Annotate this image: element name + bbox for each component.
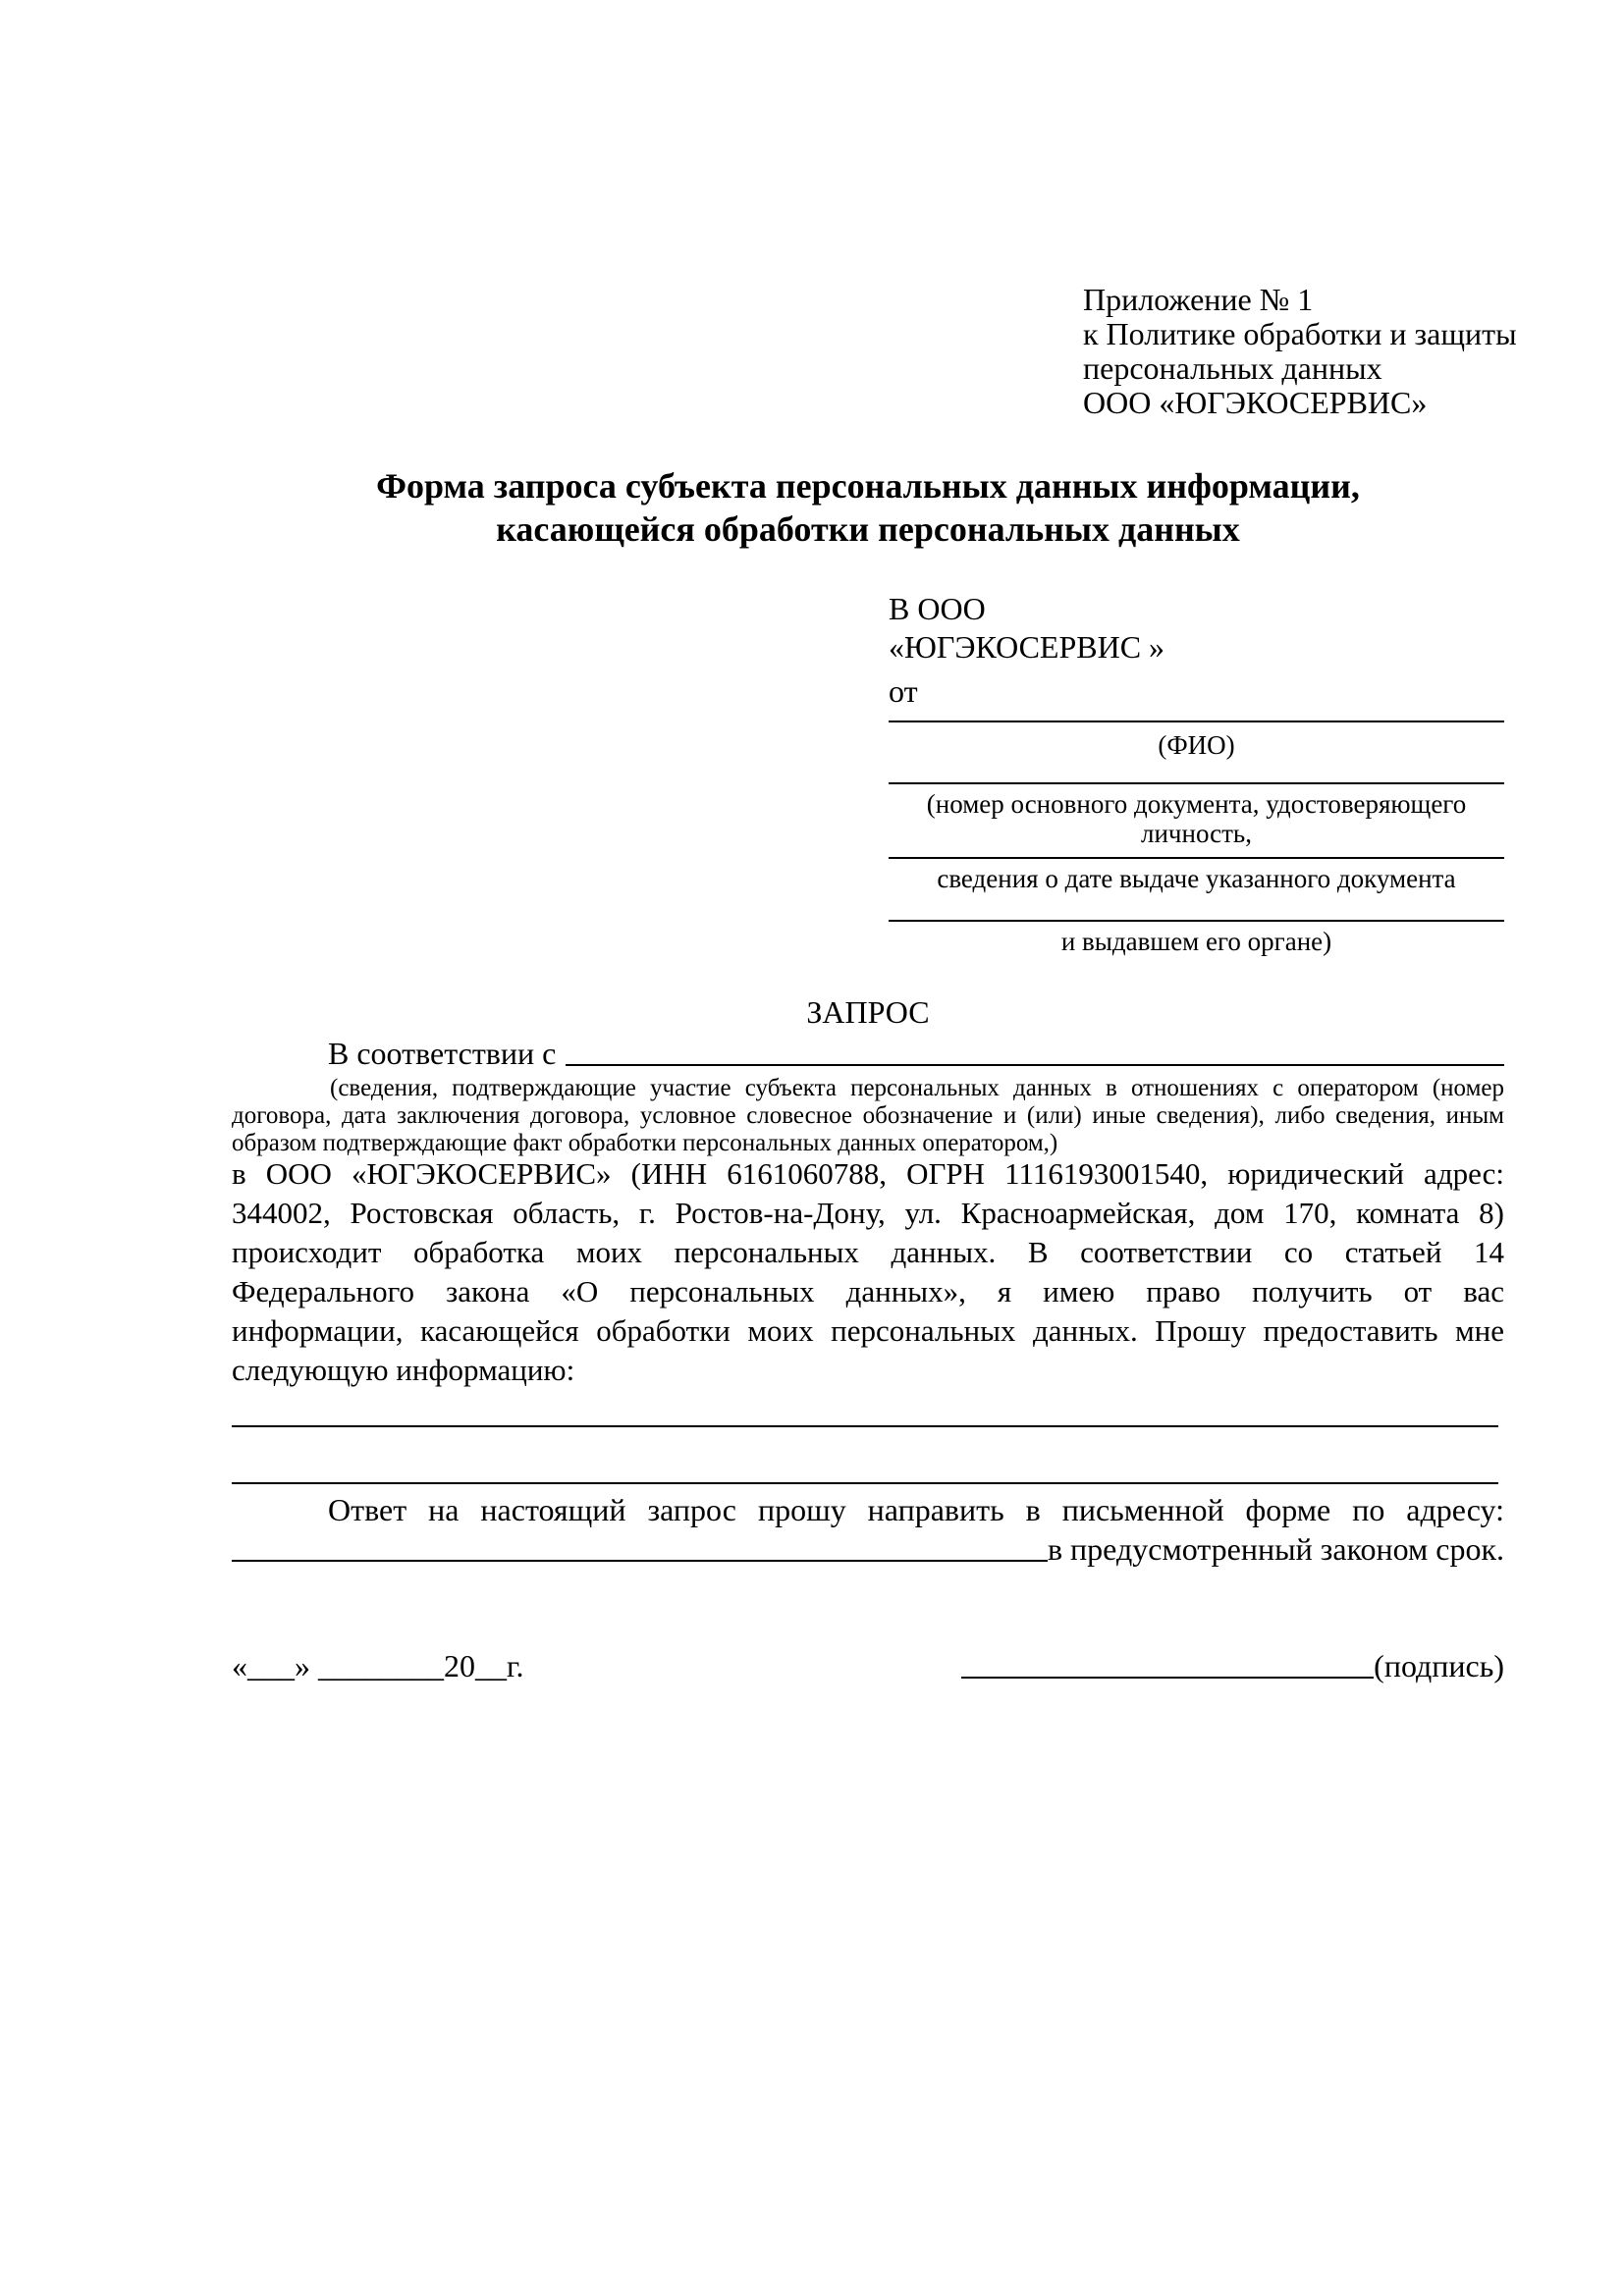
address-blank-line <box>232 1529 1048 1562</box>
addressee-from-label: от <box>889 673 918 709</box>
signature-blank-line <box>961 1646 1374 1679</box>
issue-date-blank-line <box>889 857 1504 859</box>
addressee-block <box>889 590 1504 963</box>
date-blank: «___» ________20__г. <box>232 1648 524 1683</box>
main-paragraph-line: 344002, Ростовская область, г. Ростов-на-Дону, ул. Красноармейская, дом 170, комната 8) <box>232 1196 1504 1230</box>
fio-caption: (ФИО) <box>1158 730 1235 760</box>
fine-print-caption: (сведения, подтверждающие участие субъекта персональных данных в отношениях с оператором (номер договора, дата заключения договора, условное словесное обозначение и (или) иные сведения), либо сведения, иным образом подтверждающие факт обработки персональных данных оператором,) <box>232 1075 1504 1156</box>
compliance-prefix: В соответствии с <box>328 1036 557 1071</box>
answer-address-row <box>232 1529 1504 1569</box>
information-blank-line-1 <box>232 1425 1498 1427</box>
request-heading: ЗАПРОС <box>806 994 930 1030</box>
appendix-line-2: к Политике обработки и защиты <box>1083 316 1517 351</box>
addressee-to-line-2: «ЮГЭКОСЕРВИС » <box>889 629 1165 665</box>
information-blank-line-2 <box>232 1482 1498 1484</box>
document-title-line-2: касающейся обработки персональных данных <box>496 509 1240 549</box>
document-number-blank-line <box>889 782 1504 784</box>
appendix-note <box>1083 283 1517 420</box>
main-paragraph-line: происходит обработка моих персональных данных. В соответствии со статьей 14 <box>232 1235 1504 1269</box>
footer-row <box>232 1646 1504 1685</box>
compliance-blank-line <box>566 1034 1504 1066</box>
main-paragraph-line: Федерального закона «О персональных данных», я имею право получить от вас <box>232 1274 1504 1308</box>
signature-caption: (подпись) <box>1374 1648 1504 1683</box>
document-title-line-1: Форма запроса субъекта персональных данных информации, <box>376 466 1360 506</box>
answer-suffix: в предусмотренный законом срок. <box>1047 1531 1504 1567</box>
issuing-authority-blank-line <box>889 920 1504 922</box>
main-paragraph-line: следующую информацию: <box>232 1353 575 1387</box>
main-paragraph-line: информации, касающейся обработки моих персональных данных. Прошу предоставить мне <box>232 1313 1504 1348</box>
document-number-caption: (номер основного документа, удостоверяющего личность, <box>926 789 1467 848</box>
issue-date-caption: сведения о дате выдаче указанного документа <box>937 864 1456 893</box>
main-paragraph-line: в ООО «ЮГЭКОСЕРВИС» (ИНН 6161060788, ОГРН 1116193001540, юридический адрес: <box>232 1156 1504 1191</box>
compliance-row <box>232 1034 1504 1073</box>
appendix-line-4: ООО «ЮГЭКОСЕРВИС» <box>1083 385 1428 420</box>
document-title <box>232 464 1504 551</box>
issuing-authority-caption: и выдавшем его органе) <box>1060 927 1332 956</box>
appendix-line-3: персональных данных <box>1083 350 1382 386</box>
appendix-line-1: Приложение № 1 <box>1083 282 1314 317</box>
answer-request-line: Ответ на настоящий запрос прошу направить в письменной форме по адресу: <box>328 1492 1504 1527</box>
addressee-to-line-1: В ООО <box>889 591 986 626</box>
main-paragraph <box>232 1154 1504 1390</box>
signature-group <box>961 1646 1504 1685</box>
fio-blank-line <box>889 721 1504 722</box>
